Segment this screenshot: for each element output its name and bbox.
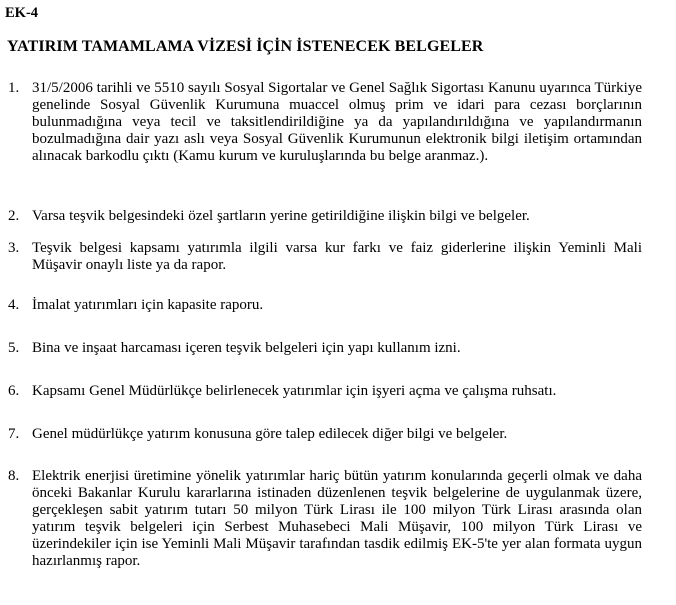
- list-item-number: 8.: [8, 468, 20, 484]
- list-item-number: 2.: [8, 208, 20, 224]
- annex-label: EK-4: [5, 5, 39, 21]
- list-item-text: Teşvik belgesi kapsamı yatırımla ilgili varsa kur farkı ve faiz giderlerine ilişkin Yeminli Mali Müşavir onaylı liste ya da rapor.: [32, 240, 642, 273]
- list-item: [8, 340, 642, 357]
- list-item-number: 3.: [8, 240, 20, 256]
- list-item-number: 4.: [8, 297, 20, 313]
- list-item-number: 7.: [8, 426, 20, 442]
- list-item-text: Elektrik enerjisi üretimine yönelik yatırımlar hariç bütün yatırım konularında geçerli olmak ve daha önceki Bakanlar Kurulu kararlarına istinaden düzenlenen teşvik belgelerine de uygulanmak üzere, gerçekleşen sabit yatırım tutarı 50 milyon Türk Lirası ile 100 milyon Türk Lirası arasında olan yatırım teşvik belgeleri için Serbest Muhasebeci Mali Müşavir, 100 milyon Türk Lirası ve üzerindekiler için ise Yeminli Mali Müşavir tarafından tasdik edilmiş EK-5'te yer alan formata uygun hazırlanmış rapor.: [32, 468, 642, 569]
- list-item-text: Kapsamı Genel Müdürlükçe belirlenecek yatırımlar için işyeri açma ve çalışma ruhsatı.: [32, 383, 557, 399]
- list-item: [8, 426, 642, 443]
- list-item-text: Bina ve inşaat harcaması içeren teşvik belgeleri için yapı kullanım izni.: [32, 340, 461, 356]
- list-item-text: 31/5/2006 tarihli ve 5510 sayılı Sosyal Sigortalar ve Genel Sağlık Sigortası Kanunu uyarınca Türkiye genelinde Sosyal Güvenlik Kurumuna muaccel olmuş prim ve idari para cezası borçlarının bulunmadığına veya tecil ve taksitlendirildiğine ya da yapılandırıldığına ve yapılandırmanın bozulmadığına dair yazı aslı veya Sosyal Güvenlik Kurumunun elektronik bilgi iletişim ortamından alınacak barkodlu çıktı (Kamu kurum ve kuruluşlarında bu belge aranmaz.).: [32, 80, 642, 164]
- list-item: [8, 240, 642, 274]
- list-item-text: İmalat yatırımları için kapasite raporu.: [32, 297, 264, 313]
- list-item-text: Varsa teşvik belgesindeki özel şartların yerine getirildiğine ilişkin bilgi ve belgeler.: [32, 208, 530, 224]
- list-item: [8, 383, 642, 400]
- list-item-number: 5.: [8, 340, 20, 356]
- list-item-number: 1.: [8, 80, 20, 96]
- document-title: YATIRIM TAMAMLAMA VİZESİ İÇİN İSTENECEK BELGELER: [7, 38, 484, 55]
- list-item: [8, 297, 642, 314]
- list-item: [8, 468, 642, 570]
- list-item-number: 6.: [8, 383, 20, 399]
- list-item: [8, 208, 642, 225]
- list-item-text: Genel müdürlükçe yatırım konusuna göre talep edilecek diğer bilgi ve belgeler.: [32, 426, 508, 442]
- list-item: [8, 80, 642, 165]
